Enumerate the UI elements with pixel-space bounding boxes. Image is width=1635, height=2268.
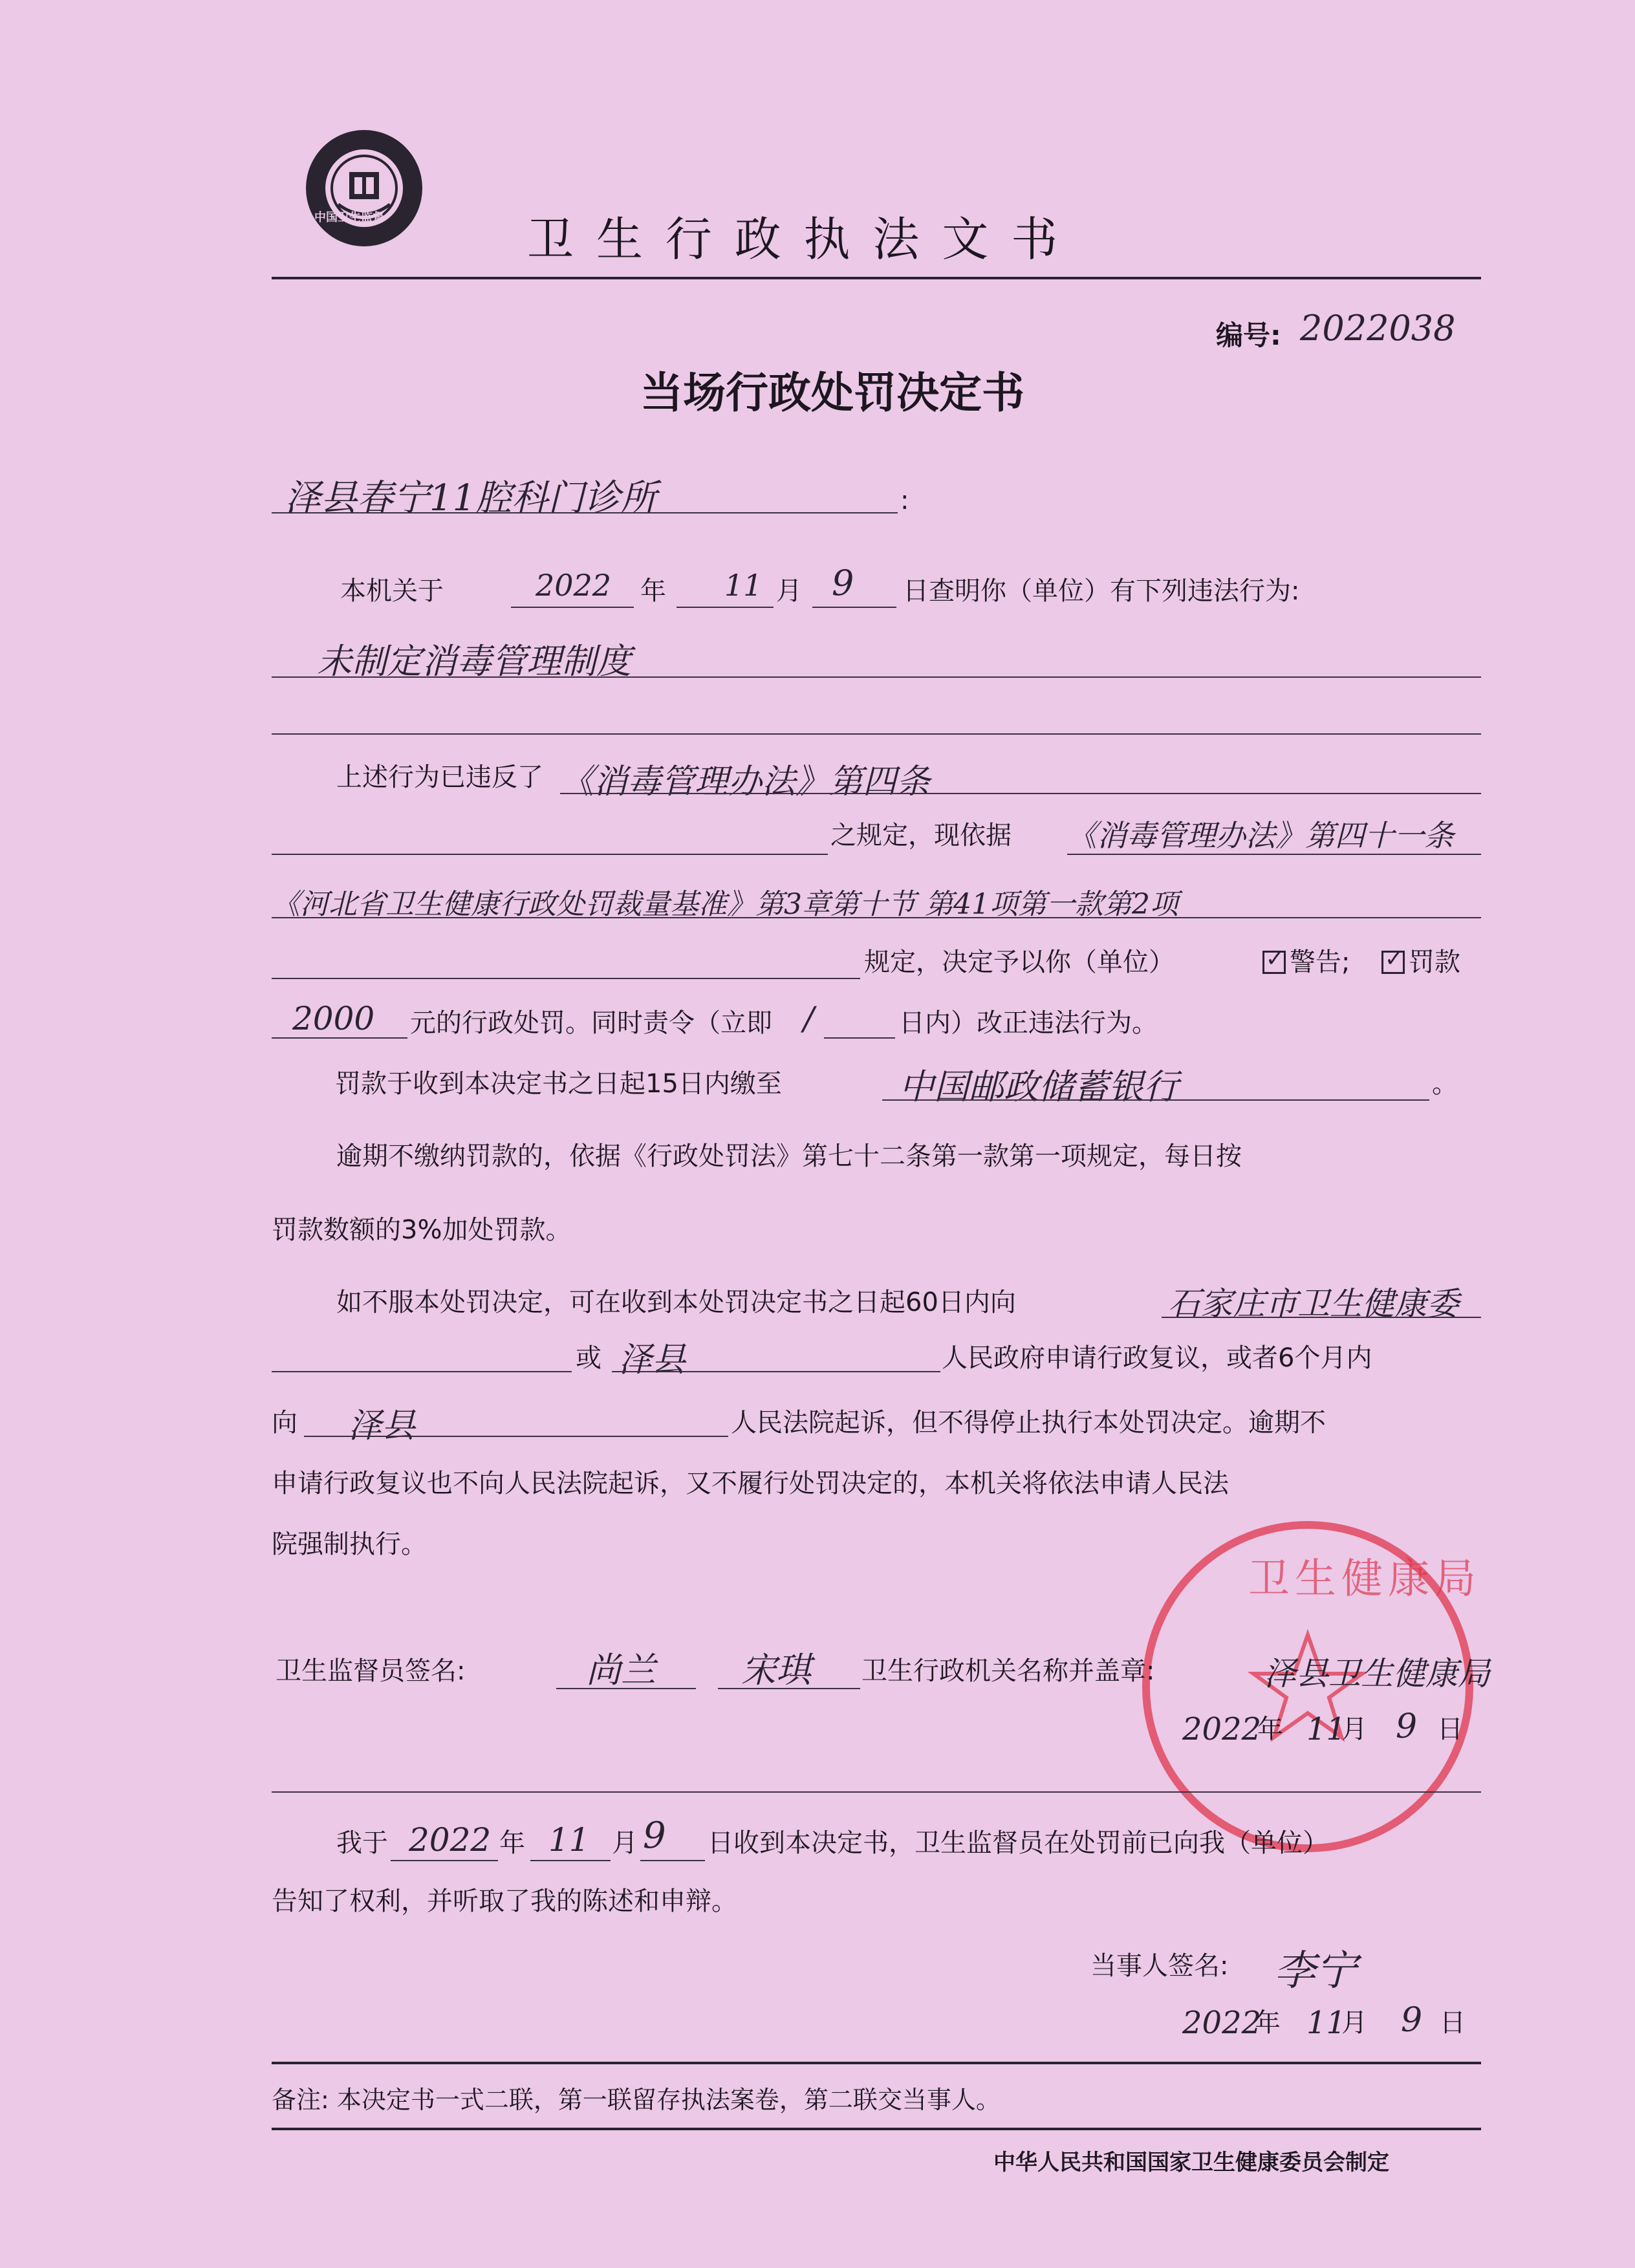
finding-prefix: 本机关于 (340, 576, 444, 606)
recipient-underline (272, 512, 898, 513)
appeal-county: 泽县 (618, 1341, 686, 1379)
appeal-blank-line (272, 1371, 572, 1372)
receipt-day-line (640, 1860, 705, 1861)
sign-date-day-unit: 日 (1437, 1714, 1463, 1744)
party-sign: 李宁 (1274, 1947, 1357, 1995)
penalty-amount: 2000 (292, 1000, 375, 1037)
fine-label: 罚款 (1409, 947, 1460, 977)
inspector-label: 卫生监督员签名: (276, 1656, 466, 1686)
inspector-line-2 (718, 1688, 860, 1689)
decision-prefix: 规定，决定予以你（单位） (864, 947, 1175, 977)
receipt-line-2: 告知了权利，并听取了我的陈述和申辩。 (272, 1886, 737, 1916)
penalty-days-text: 日内）改正违法行为。 (899, 1008, 1158, 1038)
sign-date-month-unit: 月 (1341, 1714, 1367, 1744)
recipient-name: 泽县春宁11腔科门诊所 (285, 477, 657, 519)
sign-date-year: 2022 (1182, 1711, 1262, 1747)
finding-month: 11 (724, 568, 763, 603)
finding-day: 9 (832, 563, 854, 603)
finding-month-unit: 月 (776, 576, 802, 606)
warning-check-icon (1262, 951, 1286, 974)
party-date-month-unit: 月 (1341, 2008, 1367, 2038)
warning-checkbox[interactable] (1260, 951, 1288, 974)
note-text: 备注: 本决定书一式二联，第一联留存执法案卷，第二联交当事人。 (272, 2086, 1001, 2114)
finding-year-unit: 年 (640, 576, 666, 606)
penalty-unit-text: 元的行政处罚。同时责令（立即 (410, 1008, 772, 1038)
inspector-sign-2: 宋琪 (741, 1650, 811, 1690)
basis-1-line (1067, 854, 1481, 855)
note-bottom-rule (272, 2128, 1481, 2130)
fine-check-icon (1381, 951, 1405, 974)
agency-label: 卫生行政机关名称并盖章: (861, 1656, 1155, 1686)
violated-law-line (560, 793, 1481, 794)
receipt-month-unit: 月 (612, 1828, 638, 1858)
emblem-cn-text: 中国卫生监督 (314, 211, 384, 224)
receipt-year-line (391, 1860, 498, 1861)
payment-prefix: 罚款于收到本决定书之日起15日内缴至 (335, 1069, 782, 1099)
stamp-text: 卫生健康局 (1248, 1555, 1481, 1603)
party-date-year: 2022 (1182, 2005, 1262, 2041)
appeal-court-text: 人民法院起诉，但不得停止执行本处罚决定。逾期不 (731, 1408, 1326, 1438)
party-date-month: 11 (1306, 2005, 1347, 2041)
warning-label: 警告; (1290, 947, 1350, 977)
emblem-icon (303, 127, 426, 250)
basis-1: 《消毒管理办法》第四十一条 (1067, 818, 1454, 853)
finding-suffix: 日查明你（单位）有下列违法行为: (903, 576, 1300, 606)
appeal-agency-line (1162, 1317, 1481, 1318)
appeal-to: 向 (272, 1408, 298, 1438)
payment-bank-line (882, 1099, 1429, 1101)
payment-bank: 中国邮政储蓄银行 (899, 1066, 1178, 1107)
receipt-year: 2022 (409, 1821, 492, 1859)
recipient-colon: : (900, 486, 909, 515)
appeal-line-4: 院强制执行。 (272, 1529, 427, 1559)
violation-line-2 (272, 733, 1481, 735)
doc-title: 当场行政处罚决定书 (640, 368, 1024, 418)
receipt-year-unit: 年 (499, 1828, 525, 1858)
appeal-court-line (304, 1436, 728, 1437)
overdue-line-1: 逾期不缴纳罚款的，依据《行政处罚法》第七十二条第一款第一项规定，每日按 (336, 1141, 1242, 1171)
overdue-line-2: 罚款数额的3%加处罚款。 (272, 1215, 572, 1245)
receipt-suffix: 日收到本决定书，卫生监督员在处罚前已向我（单位） (708, 1828, 1328, 1858)
sign-date-day: 9 (1396, 1707, 1418, 1746)
finding-year: 2022 (536, 568, 612, 603)
sign-date-year-unit: 年 (1257, 1714, 1283, 1744)
receipt-prefix: 我于 (336, 1828, 388, 1858)
sign-date-month: 11 (1306, 1711, 1347, 1747)
penalty-slash: / (803, 1000, 814, 1037)
fine-checkbox[interactable] (1379, 951, 1407, 974)
header-title: 卫 生 行 政 执 法 文 书 (527, 212, 1062, 266)
footer-text: 中华人民共和国国家卫生健康委员会制定 (993, 2150, 1389, 2176)
violated-prefix: 上述行为已违反了 (336, 762, 543, 792)
party-date-year-unit: 年 (1255, 2008, 1281, 2038)
doc-number-label: 编号: (1216, 319, 1281, 351)
finding-year-line (511, 607, 634, 608)
violated-law-line-2 (272, 854, 828, 855)
payment-suffix: 。 (1432, 1069, 1458, 1099)
header-rule (272, 277, 1481, 279)
appeal-gov-text: 人民政府申请行政复议，或者6个月内 (942, 1343, 1372, 1373)
finding-day-line (812, 607, 896, 608)
basis-2-line (272, 917, 1481, 918)
appeal-county-line (612, 1371, 940, 1372)
receipt-month: 11 (548, 1821, 590, 1859)
penalty-days-line (824, 1037, 895, 1039)
appeal-prefix: 如不服本处罚决定，可在收到本处罚决定书之日起60日内向 (336, 1288, 1016, 1317)
appeal-agency: 石家庄市卫生健康委 (1168, 1285, 1459, 1323)
inspector-line-1 (556, 1688, 696, 1689)
note-top-rule (272, 2062, 1481, 2064)
violation-text: 未制定消毒管理制度 (317, 641, 631, 682)
finding-month-line (677, 607, 774, 608)
doc-number-value: 2022038 (1300, 308, 1456, 349)
decision-blank-line (272, 978, 860, 979)
party-label: 当事人签名: (1090, 1951, 1229, 1981)
appeal-or: 或 (576, 1343, 601, 1373)
party-date-day-unit: 日 (1440, 2008, 1466, 2038)
violation-line-1 (272, 676, 1481, 678)
agency-name: 泽县卫生健康局 (1264, 1655, 1490, 1692)
inspector-sign-1: 尚兰 (586, 1650, 656, 1690)
violated-law: 《消毒管理办法》第四条 (560, 762, 931, 801)
appeal-line-3: 申请行政复议也不向人民法院起诉，又不履行处罚决定的，本机关将依法申请人民法 (272, 1469, 1229, 1498)
signature-divider (272, 1791, 1481, 1793)
basis-2: 《河北省卫生健康行政处罚裁量基准》第3章第十节 第41项第一款第2项 (272, 888, 1178, 921)
emblem-seal (303, 127, 426, 250)
penalty-amount-line (272, 1037, 407, 1039)
appeal-court-county: 泽县 (348, 1407, 416, 1445)
receipt-month-line (530, 1860, 611, 1861)
party-date-day: 9 (1401, 2001, 1423, 2040)
receipt-day: 9 (643, 1815, 666, 1857)
violated-mid: 之规定，现依据 (830, 821, 1012, 850)
